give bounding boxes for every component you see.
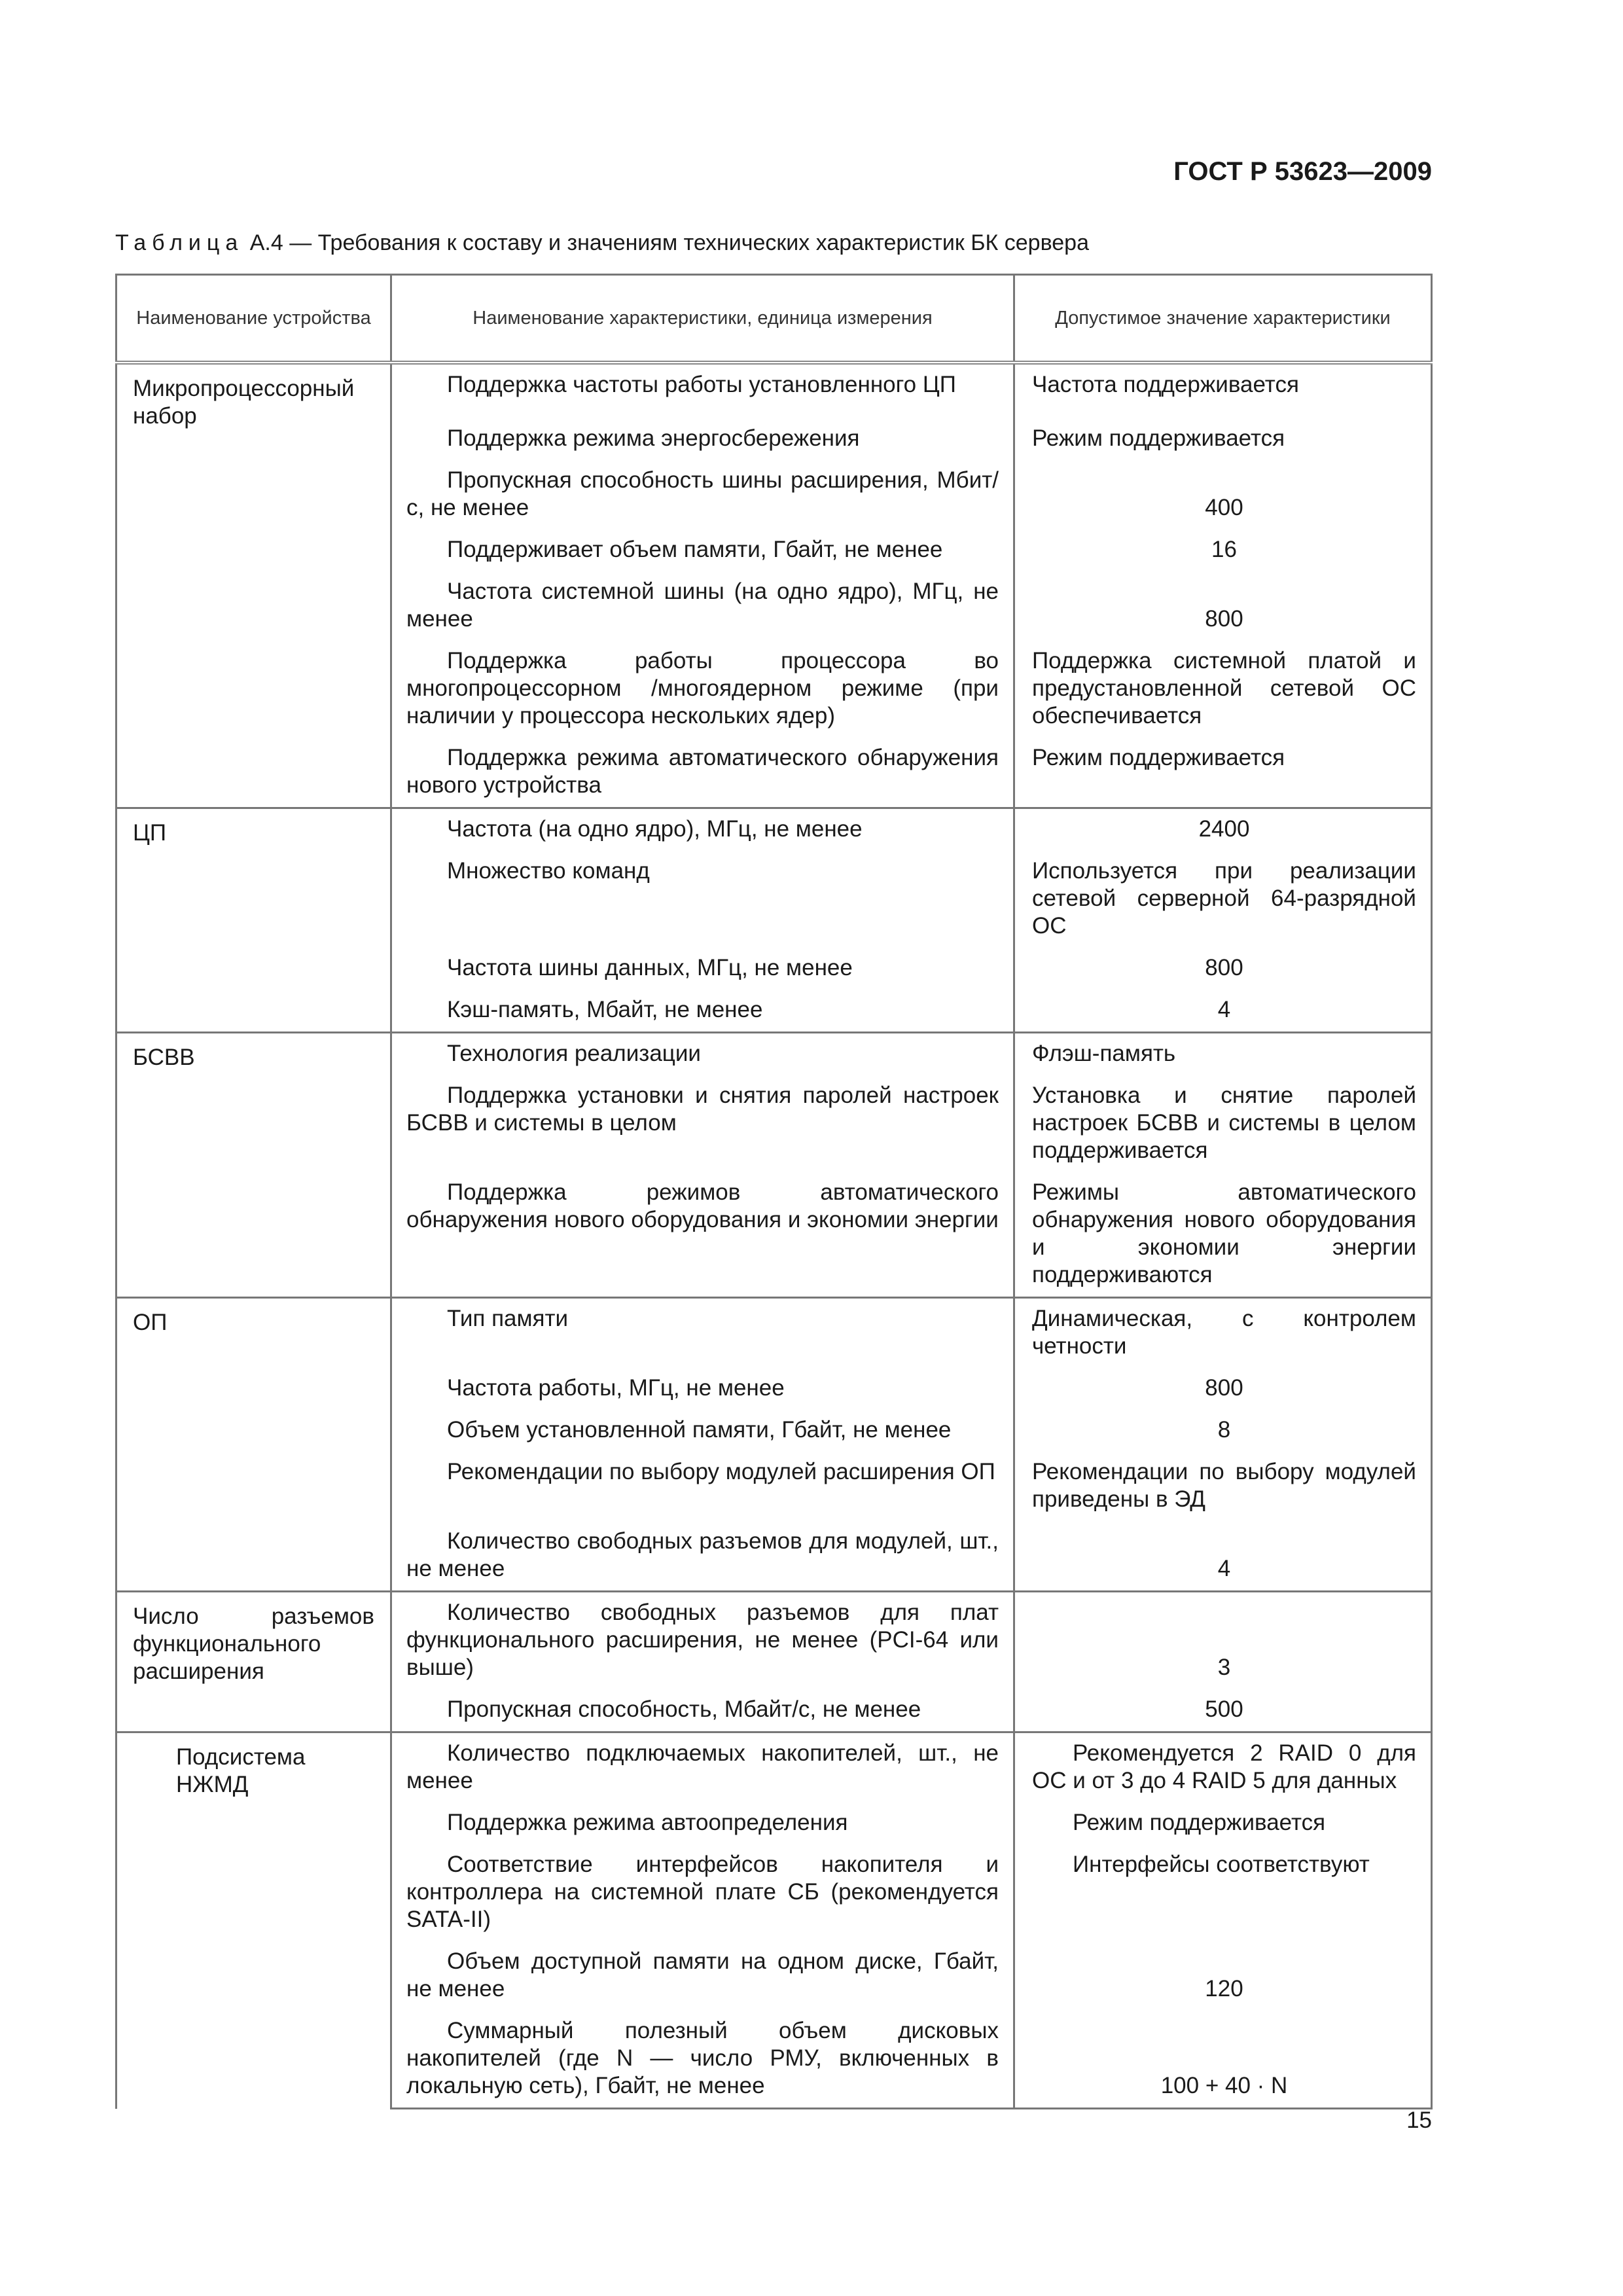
- characteristic-text: Поддержка режима автоопределения: [447, 1810, 848, 1835]
- header-value: Допустимое значение характеристики: [1014, 275, 1432, 363]
- table-row: [116, 363, 1432, 406]
- table-caption: [115, 230, 1089, 256]
- table-caption-text: А.4 — Требования к составу и значениям технических характеристик БК сервера: [243, 230, 1089, 255]
- characteristic-text: Поддерживает объем памяти, Гбайт, не менее: [447, 537, 943, 562]
- characteristic-cell: [391, 1075, 1014, 1172]
- value-cell: [1014, 1803, 1432, 1844]
- value-cell: Частота поддерживается: [1014, 363, 1432, 406]
- value-cell: 500: [1014, 1689, 1432, 1732]
- value-cell: Рекомендации по выбору модулей приведены в ЭД: [1014, 1452, 1432, 1521]
- value-text: Интерфейсы соответствуют: [1073, 1852, 1370, 1877]
- characteristic-text: Частота системной шины (на одно ядро), МГц, не менее: [406, 579, 999, 632]
- value-cell: [1014, 1732, 1432, 1803]
- header-device: Наименование устройства: [116, 275, 391, 363]
- characteristic-text: Технология реализации: [447, 1041, 701, 1066]
- characteristic-cell: [391, 1033, 1014, 1076]
- characteristic-cell: [391, 641, 1014, 738]
- characteristic-text: Суммарный полезный объем дисковых накопителей (где N — число РМУ, включенных в локальную сеть), Гбайт, не менее: [406, 2018, 999, 2098]
- value-text: Режим поддерживается: [1073, 1810, 1326, 1835]
- characteristic-text: Поддержка режима энергосбережения: [447, 425, 860, 451]
- characteristic-cell: [391, 738, 1014, 808]
- characteristic-cell: [391, 808, 1014, 852]
- characteristic-text: Рекомендации по выбору модулей расширения ОП: [447, 1459, 995, 1484]
- value-cell: Поддержка системной платой и предустановленной сетевой ОС обеспечивается: [1014, 641, 1432, 738]
- characteristic-text: Поддержка установки и снятия паролей настроек БСВВ и системы в целом: [406, 1083, 999, 1136]
- header-characteristic: Наименование характеристики, единица измерения: [391, 275, 1014, 363]
- value-cell: 4: [1014, 1521, 1432, 1592]
- characteristic-cell: [391, 1689, 1014, 1732]
- value-cell: Режим поддерживается: [1014, 406, 1432, 460]
- page-number: 15: [1406, 2108, 1432, 2133]
- characteristic-text: Кэш-память, Мбайт, не менее: [447, 997, 763, 1022]
- characteristic-text: Частота (на одно ядро), МГц, не менее: [447, 816, 863, 842]
- device-cell: ЦП: [116, 808, 391, 1033]
- value-text: Рекомендуется 2 RAID 0 для ОС и от 3 до 4 RAID 5 для данных: [1032, 1740, 1416, 1793]
- value-cell: 800: [1014, 1368, 1432, 1410]
- characteristic-cell: [391, 1844, 1014, 1941]
- characteristic-text: Тип памяти: [447, 1306, 569, 1331]
- value-cell: Флэш-память: [1014, 1033, 1432, 1076]
- table-caption-label: Таблица: [115, 230, 244, 255]
- value-cell: Используется при реализации сетевой серверной 64-разрядной ОС: [1014, 851, 1432, 948]
- device-cell: Подсистема НЖМД: [116, 1732, 391, 2109]
- characteristic-cell: [391, 1368, 1014, 1410]
- characteristic-text: Поддержка частоты работы установленного ЦП: [447, 372, 956, 397]
- characteristic-cell: [391, 571, 1014, 641]
- device-cell: БСВВ: [116, 1033, 391, 1298]
- value-cell: 800: [1014, 571, 1432, 641]
- characteristic-cell: [391, 363, 1014, 406]
- table-row: [116, 1732, 1432, 1803]
- characteristic-text: Объем доступной памяти на одном диске, Гбайт, не менее: [406, 1948, 999, 2001]
- characteristic-text: Частота шины данных, МГц, не менее: [447, 955, 853, 980]
- characteristic-cell: [391, 1410, 1014, 1452]
- table-header-row: [116, 275, 1432, 363]
- table-row: [116, 808, 1432, 852]
- value-cell: 2400: [1014, 808, 1432, 852]
- characteristic-text: Пропускная способность, Мбайт/с, не менее: [447, 1696, 921, 1722]
- standard-designation: ГОСТ Р 53623—2009: [1173, 157, 1432, 186]
- value-cell: 16: [1014, 529, 1432, 571]
- characteristic-text: Поддержка режима автоматического обнаружения нового устройства: [406, 745, 999, 798]
- value-cell: 4: [1014, 990, 1432, 1033]
- characteristic-cell: [391, 460, 1014, 529]
- device-cell: ОП: [116, 1298, 391, 1592]
- table-row: [116, 1033, 1432, 1076]
- characteristic-cell: [391, 529, 1014, 571]
- table-row: [116, 1298, 1432, 1369]
- value-cell: [1014, 1844, 1432, 1941]
- characteristic-cell: [391, 1172, 1014, 1298]
- characteristic-cell: [391, 1521, 1014, 1592]
- characteristic-text: Объем установленной памяти, Гбайт, не менее: [447, 1417, 952, 1443]
- value-cell: 400: [1014, 460, 1432, 529]
- characteristic-cell: [391, 1732, 1014, 1803]
- device-cell: Число разъемов функционального расширения: [116, 1592, 391, 1732]
- characteristic-cell: [391, 851, 1014, 948]
- characteristic-text: Соответствие интерфейсов накопителя и контроллера на системной плате СБ (рекомендуется SATA-II): [406, 1852, 999, 1932]
- characteristic-cell: [391, 1298, 1014, 1369]
- characteristic-cell: [391, 1803, 1014, 1844]
- characteristic-cell: [391, 406, 1014, 460]
- characteristic-cell: [391, 948, 1014, 990]
- value-cell: 3: [1014, 1592, 1432, 1690]
- characteristic-text: Количество свободных разъемов для модулей, шт., не менее: [406, 1528, 999, 1581]
- characteristic-text: Множество команд: [447, 858, 650, 884]
- characteristic-cell: [391, 990, 1014, 1033]
- value-cell: 120: [1014, 1941, 1432, 2011]
- requirements-table: [115, 274, 1433, 2109]
- value-cell: 8: [1014, 1410, 1432, 1452]
- characteristic-text: Количество подключаемых накопителей, шт., не менее: [406, 1740, 999, 1793]
- characteristic-cell: [391, 1941, 1014, 2011]
- value-cell: Динамическая, с контролем четности: [1014, 1298, 1432, 1369]
- value-cell: Режим поддерживается: [1014, 738, 1432, 808]
- value-cell: Режимы автоматического обнаружения нового оборудования и экономии энергии поддерживаются: [1014, 1172, 1432, 1298]
- table-row: [116, 1592, 1432, 1690]
- characteristic-text: Поддержка режимов автоматического обнаружения нового оборудования и экономии энергии: [406, 1179, 999, 1232]
- characteristic-cell: [391, 2011, 1014, 2109]
- characteristic-text: Количество свободных разъемов для плат функционального расширения, не менее (PCI-64 или выше): [406, 1600, 999, 1680]
- value-cell: 800: [1014, 948, 1432, 990]
- value-cell: Установка и снятие паролей настроек БСВВ и системы в целом поддерживается: [1014, 1075, 1432, 1172]
- device-cell: Микропроцессорный набор: [116, 363, 391, 808]
- characteristic-text: Поддержка работы процессора во многопроцессорном /многоядерном режиме (при наличии у процессора нескольких ядер): [406, 648, 999, 728]
- characteristic-text: Частота работы, МГц, не менее: [447, 1375, 785, 1401]
- characteristic-text: Пропускная способность шины расширения, Мбит/с, не менее: [406, 467, 999, 520]
- characteristic-cell: [391, 1452, 1014, 1521]
- value-cell: 100 + 40 · N: [1014, 2011, 1432, 2109]
- characteristic-cell: [391, 1592, 1014, 1690]
